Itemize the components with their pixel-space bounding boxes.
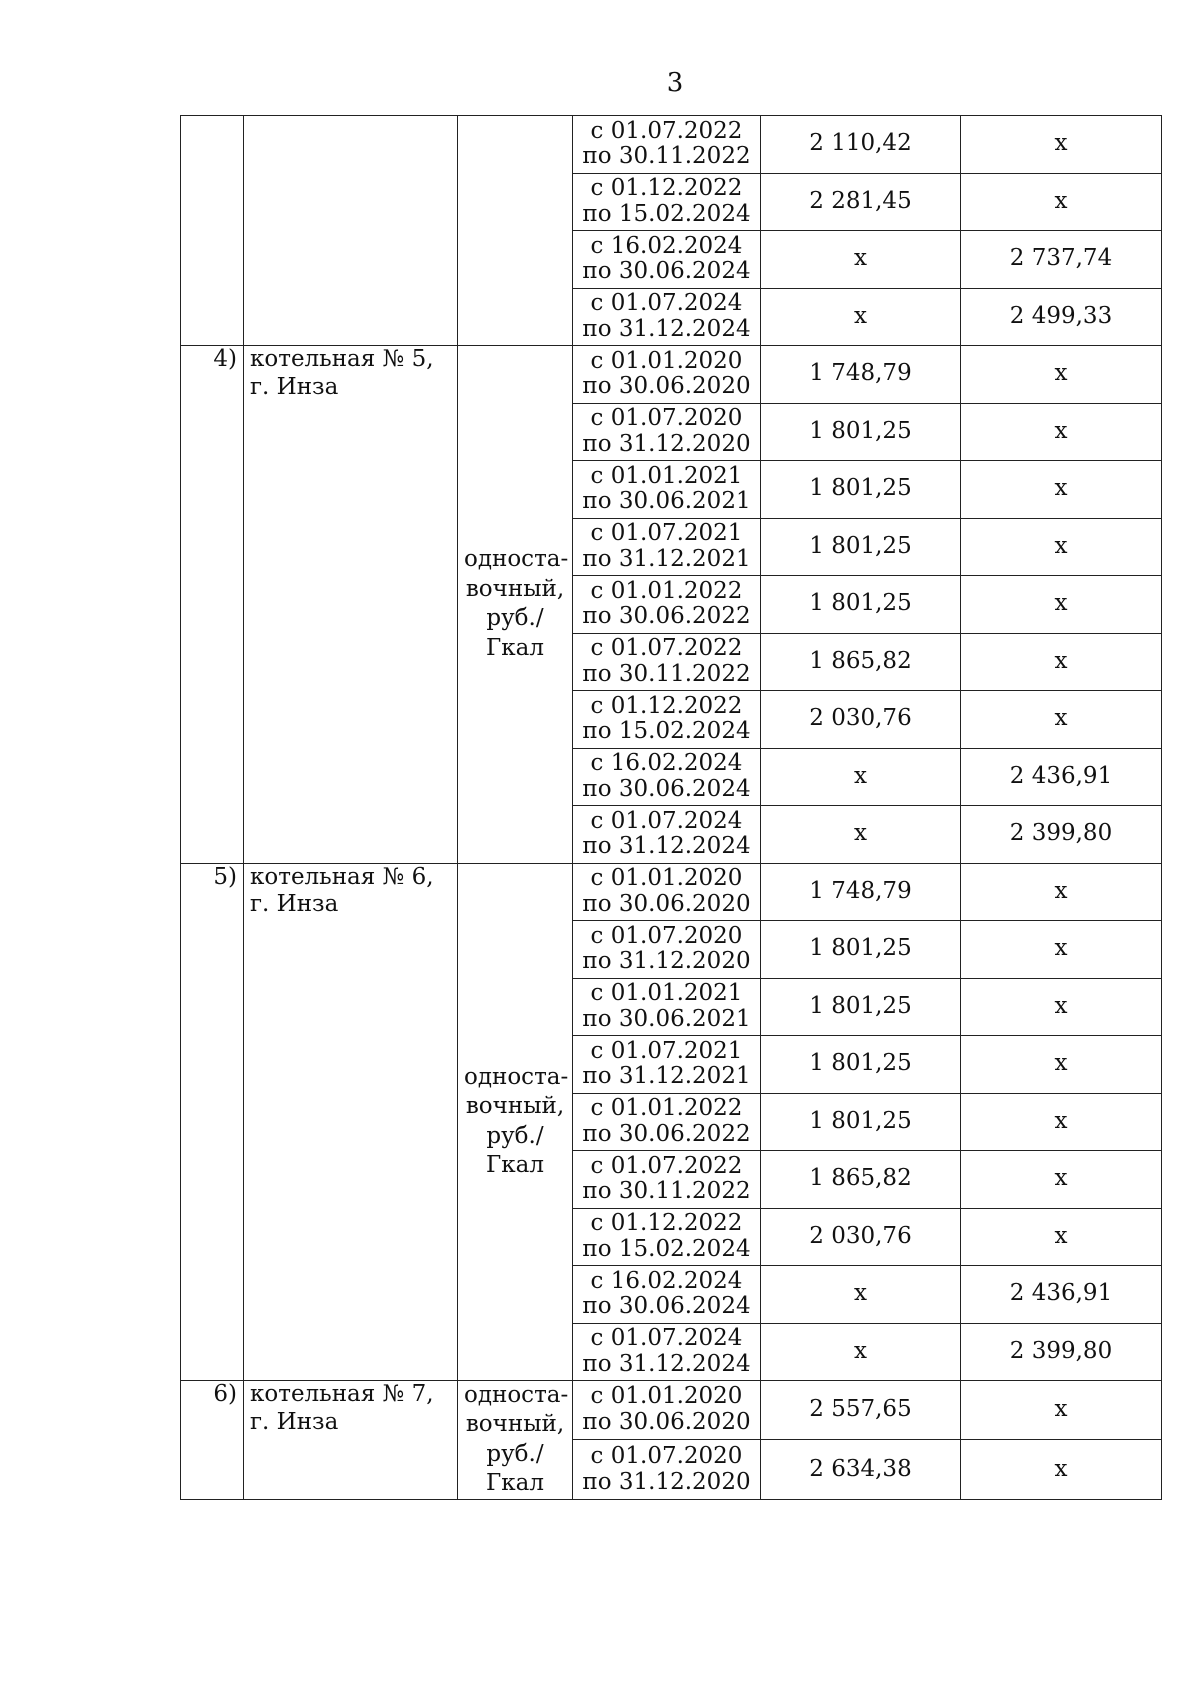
one-part-tariff-value: 1 801,25 [761, 576, 961, 634]
one-part-tariff-value: 1 801,25 [761, 1036, 961, 1094]
period-end: по 30.06.2022 [582, 1120, 751, 1147]
period-start: с 01.07.2020 [590, 922, 743, 949]
one-part-tariff-value: 1 801,25 [761, 403, 961, 461]
period-end: по 31.12.2020 [582, 1468, 751, 1495]
boiler-house-name [244, 1381, 458, 1500]
table-row [181, 1381, 1162, 1440]
period-start: с 01.07.2022 [590, 117, 743, 144]
preferential-tariff-value: х [961, 173, 1162, 231]
one-part-tariff-value: 1 801,25 [761, 1093, 961, 1151]
period-end: по 15.02.2024 [582, 200, 751, 227]
table-row [181, 863, 1162, 921]
tariff-type-line: односта- [464, 546, 569, 573]
period-start: с 01.07.2024 [590, 807, 743, 834]
period-end: по 30.11.2022 [582, 1178, 751, 1205]
tariff-type-line: односта- [464, 1382, 569, 1408]
period-start: с 01.07.2022 [590, 1152, 743, 1179]
period-cell [573, 1093, 761, 1151]
period-cell [573, 231, 761, 289]
boiler-house-name-line: г. Инза [250, 891, 339, 918]
period-end: по 30.11.2022 [582, 143, 751, 170]
period-start: с 01.12.2022 [590, 1210, 743, 1236]
period-start: с 01.12.2022 [590, 175, 743, 201]
period-cell [573, 518, 761, 576]
one-part-tariff-value: 2 110,42 [761, 116, 961, 174]
preferential-tariff-value: 2 499,33 [961, 288, 1162, 346]
period-start: с 01.01.2022 [590, 577, 743, 604]
preferential-tariff-value: х [961, 403, 1162, 461]
period-cell [573, 691, 761, 749]
period-cell [573, 1323, 761, 1381]
one-part-tariff-value: х [761, 1323, 961, 1381]
period-start: с 16.02.2024 [590, 232, 743, 259]
period-cell [573, 346, 761, 404]
period-end: по 31.12.2024 [582, 1350, 751, 1377]
preferential-tariff-value: х [961, 518, 1162, 576]
period-end: по 31.12.2021 [582, 545, 751, 572]
preferential-tariff-value: х [961, 1381, 1162, 1440]
one-part-tariff-value: 1 865,82 [761, 1151, 961, 1209]
period-cell [573, 806, 761, 864]
tariff-type-line: руб./Гкал [486, 605, 544, 661]
period-cell [573, 1440, 761, 1499]
period-start: с 01.01.2021 [590, 980, 743, 1006]
period-start: с 01.01.2021 [590, 462, 743, 489]
period-cell [573, 921, 761, 979]
preferential-tariff-value: х [961, 576, 1162, 634]
one-part-tariff-value: х [761, 288, 961, 346]
period-cell [573, 633, 761, 691]
boiler-house-name-line: котельная № 5, [250, 346, 434, 372]
preferential-tariff-value: х [961, 1093, 1162, 1151]
period-start: с 16.02.2024 [590, 750, 743, 776]
one-part-tariff-value: 1 801,25 [761, 461, 961, 519]
period-start: с 01.12.2022 [590, 692, 743, 719]
preferential-tariff-value: х [961, 633, 1162, 691]
period-end: по 31.12.2024 [582, 833, 751, 860]
preferential-tariff-value: х [961, 1036, 1162, 1094]
table-row [181, 346, 1162, 404]
period-cell [573, 1151, 761, 1209]
period-end: по 30.06.2024 [582, 775, 751, 802]
period-cell [573, 1266, 761, 1324]
one-part-tariff-value: 2 030,76 [761, 691, 961, 749]
preferential-tariff-value: х [961, 1440, 1162, 1499]
period-end: по 31.12.2024 [582, 315, 751, 342]
period-cell [573, 461, 761, 519]
preferential-tariff-value: 2 399,80 [961, 1323, 1162, 1381]
item-number: 6) [181, 1381, 244, 1500]
preferential-tariff-value: х [961, 346, 1162, 404]
one-part-tariff-value: х [761, 231, 961, 289]
preferential-tariff-value: х [961, 116, 1162, 174]
tariff-type-line: односта- [464, 1063, 569, 1090]
period-cell [573, 116, 761, 174]
boiler-house-name [244, 346, 458, 864]
item-number [181, 116, 244, 346]
period-start: с 01.01.2020 [590, 1383, 743, 1410]
period-end: по 30.06.2021 [582, 1005, 751, 1032]
period-start: с 01.07.2020 [590, 405, 743, 431]
preferential-tariff-value: 2 436,91 [961, 1266, 1162, 1324]
one-part-tariff-value: 2 634,38 [761, 1440, 961, 1499]
period-cell [573, 748, 761, 806]
period-end: по 15.02.2024 [582, 718, 751, 745]
period-start: с 01.01.2020 [590, 347, 743, 374]
period-start: с 01.07.2021 [590, 520, 743, 546]
boiler-house-name-line: котельная № 7, [250, 1381, 434, 1407]
period-start: с 01.07.2024 [590, 290, 743, 316]
item-number: 5) [181, 863, 244, 1381]
one-part-tariff-value: х [761, 748, 961, 806]
period-start: с 01.07.2022 [590, 635, 743, 661]
period-end: по 30.06.2020 [582, 1409, 751, 1436]
one-part-tariff-value: 1 748,79 [761, 863, 961, 921]
preferential-tariff-value: х [961, 1208, 1162, 1266]
one-part-tariff-value: х [761, 1266, 961, 1324]
period-cell [573, 173, 761, 231]
period-end: по 30.06.2022 [582, 603, 751, 630]
boiler-house-name-line: г. Инза [250, 373, 339, 400]
tariff-type-line: вочный, [465, 1093, 565, 1120]
period-cell [573, 1036, 761, 1094]
boiler-house-name [244, 116, 458, 346]
preferential-tariff-value: х [961, 461, 1162, 519]
tariff-type-line: руб./Гкал [486, 1440, 544, 1497]
tariff-type [458, 346, 573, 864]
period-cell [573, 863, 761, 921]
preferential-tariff-value: х [961, 863, 1162, 921]
period-start: с 01.01.2020 [590, 865, 743, 891]
tariff-table-body [181, 116, 1162, 1500]
boiler-house-name-line: г. Инза [250, 1408, 339, 1435]
table-row [181, 116, 1162, 174]
tariff-table [180, 115, 1162, 1500]
one-part-tariff-value: 1 748,79 [761, 346, 961, 404]
period-start: с 01.07.2024 [590, 1325, 743, 1351]
tariff-type [458, 863, 573, 1381]
preferential-tariff-value: 2 436,91 [961, 748, 1162, 806]
period-start: с 01.07.2020 [590, 1442, 743, 1469]
period-end: по 30.06.2021 [582, 488, 751, 515]
period-cell [573, 403, 761, 461]
preferential-tariff-value: х [961, 978, 1162, 1036]
preferential-tariff-value: х [961, 1151, 1162, 1209]
page-number: 3 [666, 68, 684, 98]
period-end: по 31.12.2020 [582, 948, 751, 975]
one-part-tariff-value: 1 801,25 [761, 518, 961, 576]
tariff-type [458, 116, 573, 346]
preferential-tariff-value: 2 737,74 [961, 231, 1162, 289]
period-end: по 31.12.2020 [582, 430, 751, 457]
period-end: по 31.12.2021 [582, 1063, 751, 1090]
boiler-house-name [244, 863, 458, 1381]
period-end: по 30.06.2020 [582, 890, 751, 917]
period-cell [573, 978, 761, 1036]
one-part-tariff-value: 1 865,82 [761, 633, 961, 691]
one-part-tariff-value: 2 030,76 [761, 1208, 961, 1266]
tariff-type-line: вочный, [465, 1411, 565, 1438]
period-start: с 01.07.2021 [590, 1037, 743, 1064]
one-part-tariff-value: х [761, 806, 961, 864]
tariff-type [458, 1381, 573, 1500]
one-part-tariff-value: 2 281,45 [761, 173, 961, 231]
one-part-tariff-value: 1 801,25 [761, 921, 961, 979]
period-cell [573, 1381, 761, 1440]
period-end: по 30.11.2022 [582, 660, 751, 687]
preferential-tariff-value: х [961, 921, 1162, 979]
tariff-type-line: вочный, [465, 575, 565, 602]
period-end: по 15.02.2024 [582, 1235, 751, 1262]
period-start: с 16.02.2024 [590, 1267, 743, 1294]
period-end: по 30.06.2020 [582, 373, 751, 400]
one-part-tariff-value: 2 557,65 [761, 1381, 961, 1440]
period-start: с 01.01.2022 [590, 1095, 743, 1121]
period-end: по 30.06.2024 [582, 1293, 751, 1320]
preferential-tariff-value: х [961, 691, 1162, 749]
preferential-tariff-value: 2 399,80 [961, 806, 1162, 864]
period-cell [573, 1208, 761, 1266]
period-cell [573, 288, 761, 346]
period-cell [573, 576, 761, 634]
item-number: 4) [181, 346, 244, 864]
boiler-house-name-line: котельная № 6, [250, 863, 434, 890]
one-part-tariff-value: 1 801,25 [761, 978, 961, 1036]
tariff-type-line: руб./Гкал [486, 1122, 544, 1179]
period-end: по 30.06.2024 [582, 258, 751, 285]
